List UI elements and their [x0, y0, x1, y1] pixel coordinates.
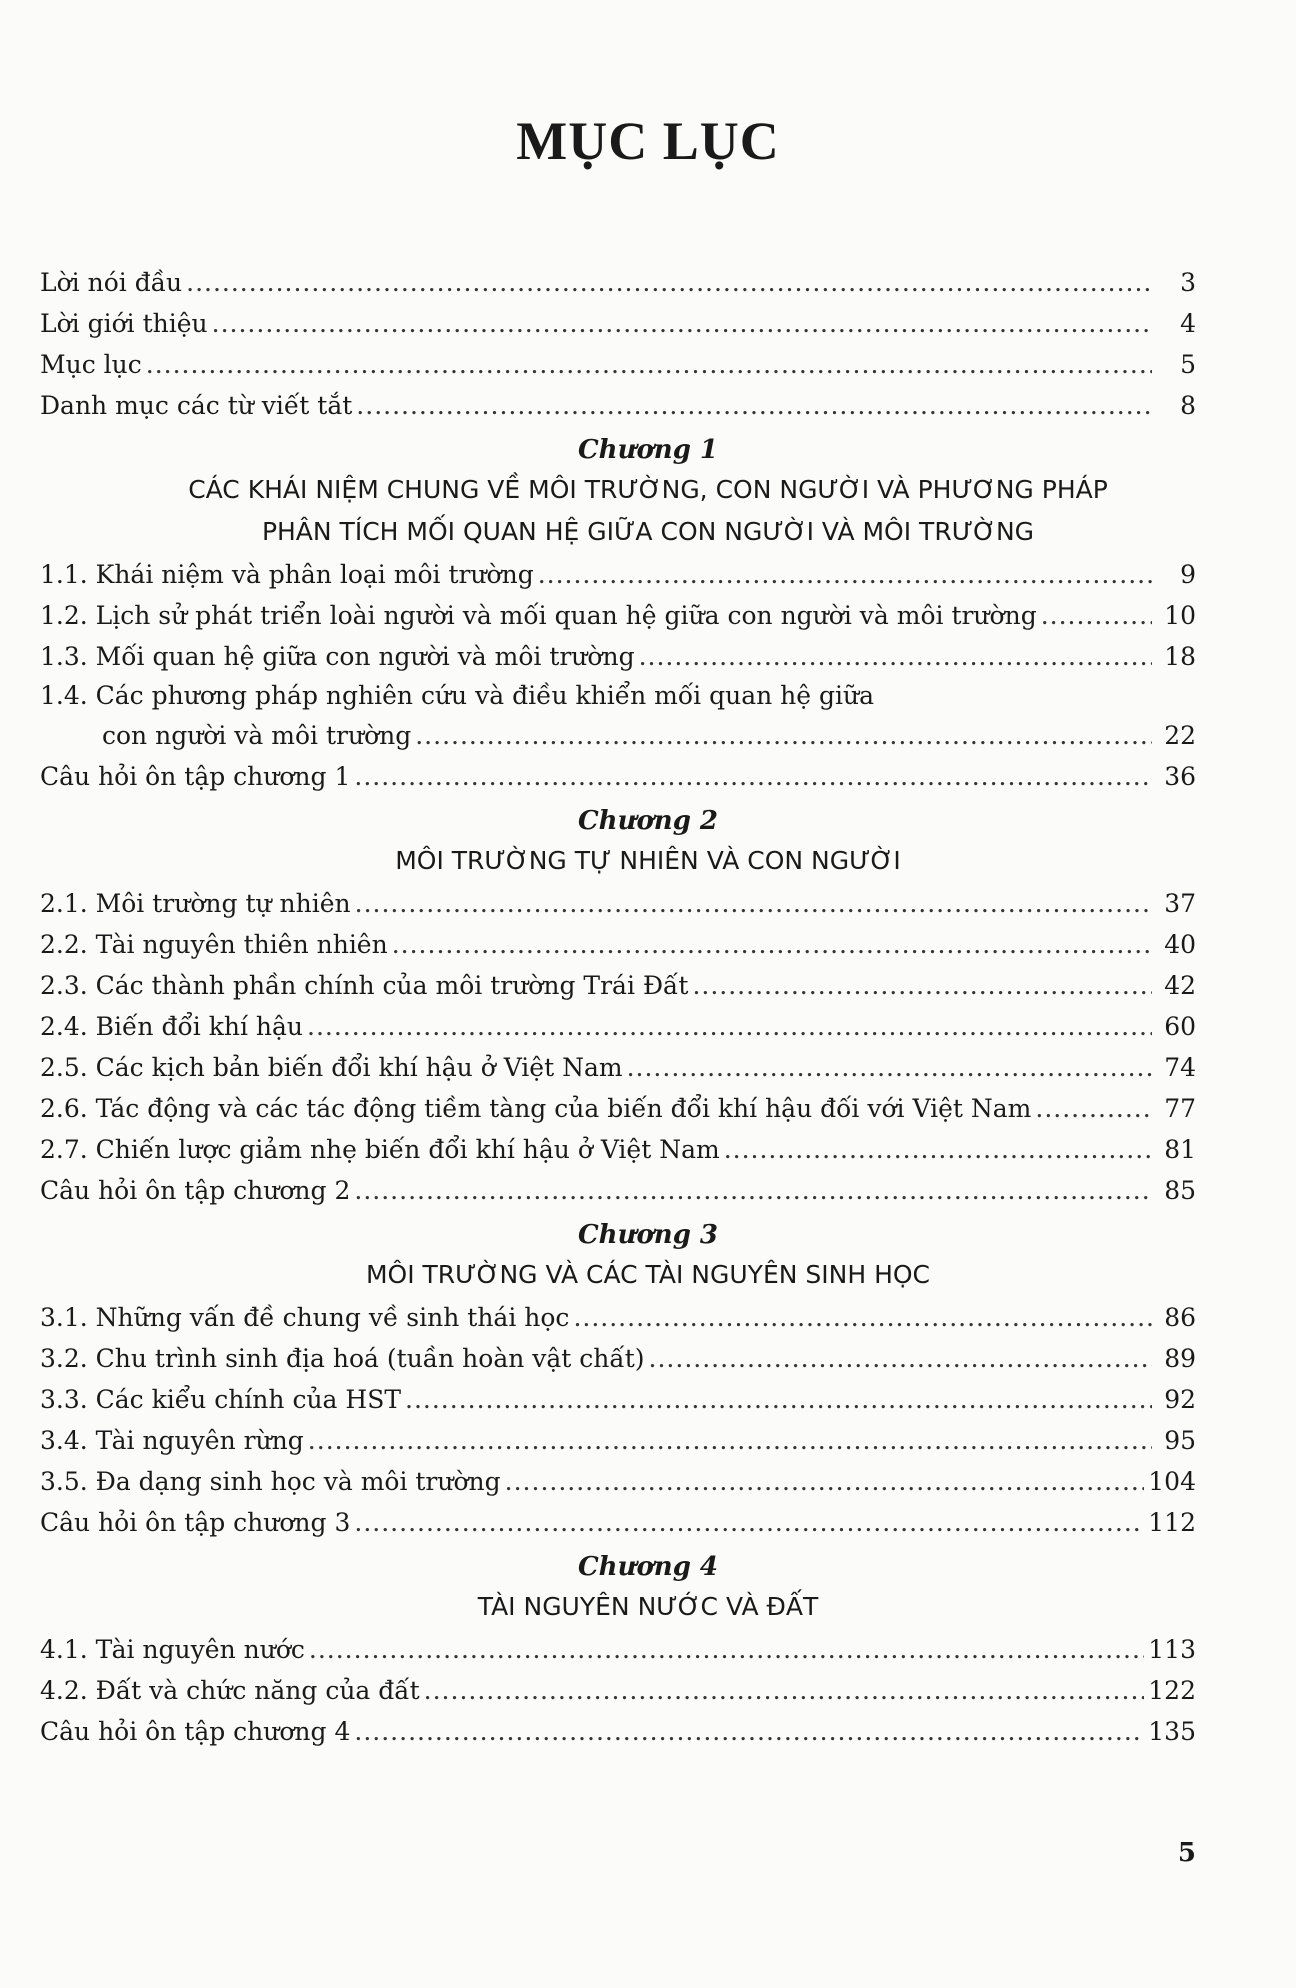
toc-entry: 3.2. Chu trình sinh địa hoá (tuần hoàn vật chất) ..... 89: [40, 1338, 1196, 1379]
chapter-title: TÀI NGUYÊN NƯỚC VÀ ĐẤT: [477, 1592, 819, 1621]
toc-entry: Lời nói đầu ..... 3: [40, 262, 1196, 303]
toc-entry: 3.1. Những vấn đề chung về sinh thái học ..... 86: [40, 1297, 1196, 1338]
toc-entry: 1.3. Mối quan hệ giữa con người và môi trường ..... 18: [40, 636, 1196, 677]
toc-entry: Câu hỏi ôn tập chương 2 ..... 85: [40, 1170, 1196, 1211]
chapter-label: Chương 4: [577, 1552, 719, 1582]
toc-entry: 1.1. Khái niệm và phân loại môi trường ..... 9: [40, 554, 1196, 595]
chapter-1: [40, 430, 1196, 797]
toc-entry: 3.3. Các kiểu chính của HST ..... 92: [40, 1379, 1196, 1420]
toc-entry: 2.7. Chiến lược giảm nhẹ biến đổi khí hậu ở Việt Nam ..... 81: [40, 1129, 1196, 1170]
chapter-title: MÔI TRƯỜNG TỰ NHIÊN VÀ CON NGƯỜI: [395, 846, 901, 875]
toc-entry: Lời giới thiệu ..... 4: [40, 303, 1196, 344]
toc-entry: 4.1. Tài nguyên nước ..... 113: [40, 1629, 1196, 1670]
chapter-title: MÔI TRƯỜNG VÀ CÁC TÀI NGUYÊN SINH HỌC: [365, 1260, 931, 1289]
toc-entry: 2.3. Các thành phần chính của môi trường Trái Đất ..... 42: [40, 965, 1196, 1006]
chapter-label: Chương 2: [577, 806, 719, 836]
toc-entry: 3.4. Tài nguyên rừng ..... 95: [40, 1420, 1196, 1461]
toc-entry: 2.5. Các kịch bản biến đổi khí hậu ở Việt Nam ..... 74: [40, 1047, 1196, 1088]
chapter-label: Chương 3: [577, 1220, 719, 1250]
toc-entry: 2.4. Biến đổi khí hậu ..... 60: [40, 1006, 1196, 1047]
chapter-4: [40, 1547, 1196, 1752]
toc-entry: 4.2. Đất và chức năng của đất ..... 122: [40, 1670, 1196, 1711]
page-number: 5: [1177, 1838, 1196, 1868]
toc-entry: 3.5. Đa dạng sinh học và môi trường ..... 104: [40, 1461, 1196, 1502]
toc-entry: 2.2. Tài nguyên thiên nhiên ..... 40: [40, 924, 1196, 965]
toc-entry: 2.6. Tác động và các tác động tiềm tàng của biến đổi khí hậu đối với Việt Nam ..... 77: [40, 1088, 1196, 1129]
toc-entry: 1.4. Các phương pháp nghiên cứu và điều khiển mối quan hệ giữa con người và môi trường ..... 22: [40, 677, 1196, 756]
chapter-3: [40, 1215, 1196, 1543]
toc-entry: 1.2. Lịch sử phát triển loài người và mối quan hệ giữa con người và môi trường ..... 10: [40, 595, 1196, 636]
toc-entry: Câu hỏi ôn tập chương 1 ..... 36: [40, 756, 1196, 797]
toc-entry: Danh mục các từ viết tắt ..... 8: [40, 385, 1196, 426]
front-matter: [40, 262, 1196, 426]
chapter-title: PHÂN TÍCH MỐI QUAN HỆ GIỮA CON NGƯỜI VÀ MÔI TRƯỜNG: [261, 517, 1035, 546]
toc-entry: Câu hỏi ôn tập chương 4 ..... 135: [40, 1711, 1196, 1752]
chapter-2: [40, 801, 1196, 1211]
chapter-title: CÁC KHÁI NIỆM CHUNG VỀ MÔI TRƯỜNG, CON NGƯỜI VÀ PHƯƠNG PHÁP: [188, 475, 1108, 504]
chapter-label: Chương 1: [577, 435, 719, 465]
page-title: MỤC LỤC: [516, 111, 780, 171]
toc-entry: 2.1. Môi trường tự nhiên ..... 37: [40, 883, 1196, 924]
toc-entry: Mục lục ..... 5: [40, 344, 1196, 385]
toc-entry: Câu hỏi ôn tập chương 3 ..... 112: [40, 1502, 1196, 1543]
